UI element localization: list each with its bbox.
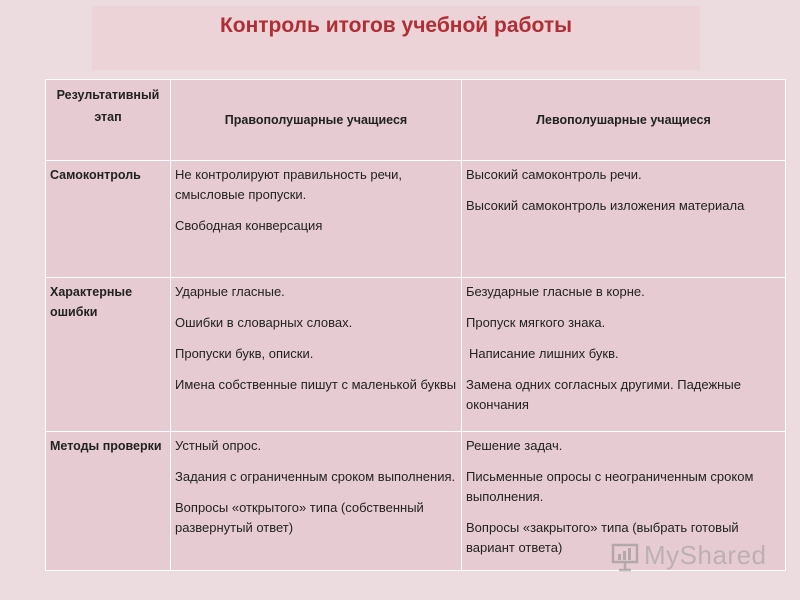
row-right-cell bbox=[171, 161, 462, 278]
cell-text: Ошибки в словарных словах. bbox=[175, 315, 353, 330]
comparison-table bbox=[45, 79, 786, 571]
cell-text: Высокий самоконтроль изложения материала bbox=[466, 198, 745, 213]
cell-text: Пропуски букв, описки. bbox=[175, 346, 314, 361]
table-row bbox=[46, 278, 786, 432]
header-right-hemisphere: Правополушарные учащиеся bbox=[171, 80, 462, 161]
presentation-board-icon bbox=[610, 542, 640, 570]
row-left-cell bbox=[462, 278, 786, 432]
cell-text: Ударные гласные. bbox=[175, 284, 285, 299]
row-right-cell bbox=[171, 278, 462, 432]
cell-text: Решение задач. bbox=[466, 438, 563, 453]
row-left-cell bbox=[462, 161, 786, 278]
row-stage-label: Методы проверки bbox=[46, 432, 171, 571]
cell-text: Имена собственные пишут с маленькой буквы bbox=[175, 377, 457, 392]
cell-text: Устный опрос. bbox=[175, 438, 262, 453]
cell-text: Написание лишних букв. bbox=[469, 346, 619, 361]
cell-text: Письменные опросы с неограниченным сроком выполнения. bbox=[466, 469, 754, 504]
page-title: Контроль итогов учебной работы bbox=[219, 14, 573, 37]
cell-text: Свободная конверсация bbox=[175, 218, 323, 233]
row-stage-label: Самоконтроль bbox=[46, 161, 171, 278]
cell-text: Задания с ограниченным сроком выполнения. bbox=[175, 469, 456, 484]
header-left-hemisphere: Левополушарные учащиеся bbox=[462, 80, 786, 161]
cell-text: Безударные гласные в корне. bbox=[466, 284, 645, 299]
header-stage: Результативный этап bbox=[46, 80, 171, 161]
cell-text: Вопросы «открытого» типа (собственный развернутый ответ) bbox=[175, 500, 424, 535]
cell-text: Не контролируют правильность речи, смысловые пропуски. bbox=[175, 167, 403, 202]
table-row bbox=[46, 161, 786, 278]
cell-text: Высокий самоконтроль речи. bbox=[466, 167, 642, 182]
cell-text: Замена одних согласных другими. Падежные окончания bbox=[466, 377, 741, 412]
row-stage-label: Характерные ошибки bbox=[46, 278, 171, 432]
row-right-cell bbox=[171, 432, 462, 571]
watermark bbox=[610, 540, 767, 571]
watermark-text: MyShared bbox=[644, 540, 767, 570]
cell-text: Вопросы «закрытого» типа (выбрать готовый вариант ответа) bbox=[466, 520, 739, 555]
table-header-row bbox=[46, 80, 786, 161]
cell-text: Пропуск мягкого знака. bbox=[466, 315, 606, 330]
